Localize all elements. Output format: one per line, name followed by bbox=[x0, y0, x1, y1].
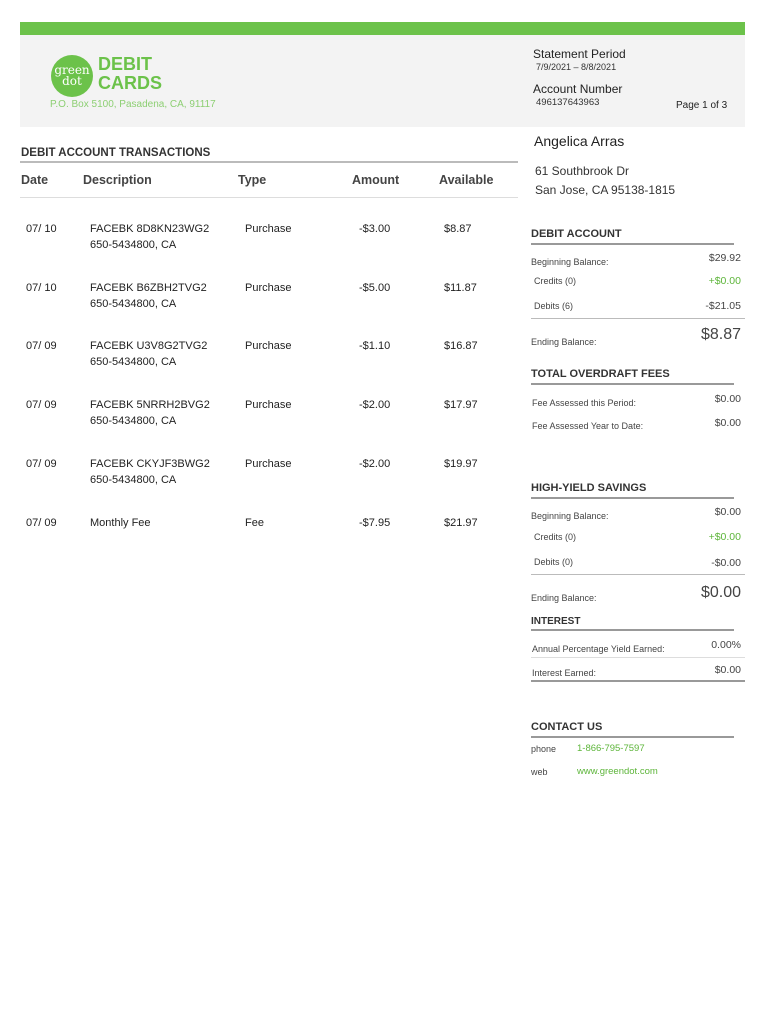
greendot-logo bbox=[51, 55, 93, 97]
table-row bbox=[0, 399, 520, 439]
overdraft-title: TOTAL OVERDRAFT FEES bbox=[531, 368, 670, 380]
table-row bbox=[0, 458, 520, 498]
savings-credits-value: +$0.00 bbox=[708, 531, 741, 543]
contact-rule bbox=[531, 736, 734, 738]
interest-earned-value: $0.00 bbox=[714, 664, 741, 676]
savings-credits-label: Credits (0) bbox=[534, 532, 577, 542]
tx-date: 07/ 09 bbox=[26, 399, 57, 411]
table-row bbox=[0, 282, 520, 322]
transactions-title: DEBIT ACCOUNT TRANSACTIONS bbox=[21, 147, 211, 159]
interest-rule bbox=[531, 629, 734, 631]
contact-title: CONTACT US bbox=[531, 721, 603, 733]
customer-name: Angelica Arras bbox=[534, 133, 625, 149]
tx-description-location: 650-5434800, CA bbox=[90, 474, 177, 486]
debit-credits-value: +$0.00 bbox=[708, 275, 741, 287]
debit-ending-rule bbox=[531, 318, 745, 319]
brand-name bbox=[98, 55, 162, 93]
logo-text-bottom: dot bbox=[62, 74, 82, 88]
savings-ending-label: Ending Balance: bbox=[531, 593, 597, 603]
statement-header bbox=[20, 35, 745, 127]
page-indicator: Page 1 of 3 bbox=[676, 100, 728, 111]
interest-bottom-rule bbox=[531, 680, 745, 682]
tx-type: Fee bbox=[245, 517, 264, 529]
column-header-date: Date bbox=[21, 173, 49, 187]
customer-address-line-2: San Jose, CA 95138-1815 bbox=[535, 183, 676, 197]
brand-line-2: CARDS bbox=[98, 73, 163, 93]
interest-title: INTEREST bbox=[531, 616, 581, 627]
tx-amount: -$2.00 bbox=[359, 399, 391, 411]
debit-ending-label: Ending Balance: bbox=[531, 337, 597, 347]
tx-description: FACEBK U3V8G2TVG2 bbox=[90, 340, 208, 352]
debit-beginning-value: $29.92 bbox=[708, 252, 741, 264]
column-header-description: Description bbox=[83, 173, 152, 187]
tx-type: Purchase bbox=[245, 282, 292, 294]
table-row bbox=[0, 517, 520, 557]
interest-apy-value: 0.00% bbox=[711, 639, 741, 651]
brand-line-1: DEBIT bbox=[98, 54, 152, 74]
tx-description-location: 650-5434800, CA bbox=[90, 239, 177, 251]
tx-description: FACEBK CKYJF3BWG2 bbox=[90, 458, 210, 470]
tx-date: 07/ 10 bbox=[26, 223, 57, 235]
overdraft-rule bbox=[531, 383, 734, 385]
table-row bbox=[0, 223, 520, 263]
tx-description: FACEBK 5NRRH2BVG2 bbox=[90, 399, 210, 411]
tx-date: 07/ 09 bbox=[26, 517, 57, 529]
tx-type: Purchase bbox=[245, 340, 292, 352]
debit-credits-label: Credits (0) bbox=[534, 276, 577, 286]
savings-ending-rule bbox=[531, 574, 745, 575]
tx-type: Purchase bbox=[245, 458, 292, 470]
tx-description-location: 650-5434800, CA bbox=[90, 298, 177, 310]
savings-rule bbox=[531, 497, 734, 499]
overdraft-ytd-label: Fee Assessed Year to Date: bbox=[532, 421, 644, 431]
tx-type: Purchase bbox=[245, 223, 292, 235]
savings-beginning-value: $0.00 bbox=[714, 506, 741, 518]
tx-amount: -$3.00 bbox=[359, 223, 391, 235]
interest-earned-label: Interest Earned: bbox=[532, 668, 597, 678]
tx-available: $19.97 bbox=[444, 458, 478, 470]
tx-amount: -$7.95 bbox=[359, 517, 391, 529]
tx-amount: -$1.10 bbox=[359, 340, 391, 352]
tx-description: FACEBK 8D8KN23WG2 bbox=[90, 223, 210, 235]
logo-text-top: green bbox=[54, 63, 90, 77]
contact-phone-link[interactable]: 1-866-795-7597 bbox=[577, 743, 645, 754]
savings-debits-value: -$0.00 bbox=[711, 557, 741, 569]
debit-ending-value: $8.87 bbox=[700, 326, 741, 343]
tx-available: $11.87 bbox=[444, 282, 477, 294]
tx-available: $17.97 bbox=[444, 399, 478, 411]
tx-date: 07/ 09 bbox=[26, 340, 57, 352]
account-number-value: 496137643963 bbox=[536, 97, 600, 108]
tx-amount: -$2.00 bbox=[359, 458, 391, 470]
company-address: P.O. Box 5100, Pasadena, CA, 91117 bbox=[50, 99, 216, 110]
statement-period-label: Statement Period bbox=[533, 47, 626, 61]
column-header-type: Type bbox=[238, 173, 267, 187]
tx-date: 07/ 10 bbox=[26, 282, 57, 294]
column-header-rule bbox=[20, 197, 518, 198]
tx-available: $16.87 bbox=[444, 340, 478, 352]
overdraft-ytd-value: $0.00 bbox=[714, 417, 741, 429]
tx-type: Purchase bbox=[245, 399, 292, 411]
transactions-title-rule bbox=[20, 161, 518, 163]
contact-phone-label: phone bbox=[531, 744, 557, 754]
overdraft-period-label: Fee Assessed this Period: bbox=[532, 398, 637, 408]
account-number-label: Account Number bbox=[533, 82, 623, 96]
debit-account-rule bbox=[531, 243, 734, 245]
debit-debits-label: Debits (6) bbox=[534, 301, 574, 311]
column-header-available: Available bbox=[439, 173, 494, 187]
column-header-amount: Amount bbox=[352, 173, 400, 187]
table-row bbox=[0, 340, 520, 380]
overdraft-period-value: $0.00 bbox=[714, 393, 741, 405]
tx-description: FACEBK B6ZBH2TVG2 bbox=[90, 282, 207, 294]
tx-available: $8.87 bbox=[444, 223, 472, 235]
top-accent-bar bbox=[20, 22, 745, 35]
savings-debits-label: Debits (0) bbox=[534, 557, 574, 567]
debit-beginning-label: Beginning Balance: bbox=[531, 257, 609, 267]
tx-description-location: 650-5434800, CA bbox=[90, 356, 177, 368]
savings-title: HIGH-YIELD SAVINGS bbox=[531, 482, 647, 494]
debit-account-title: DEBIT ACCOUNT bbox=[531, 228, 622, 240]
statement-period-value: 7/9/2021 – 8/8/2021 bbox=[536, 62, 617, 72]
interest-apy-label: Annual Percentage Yield Earned: bbox=[532, 644, 665, 654]
tx-description-location: 650-5434800, CA bbox=[90, 415, 177, 427]
debit-debits-value: -$21.05 bbox=[705, 300, 741, 312]
interest-divider bbox=[531, 657, 745, 658]
customer-address-line-1: 61 Southbrook Dr bbox=[535, 164, 630, 178]
tx-available: $21.97 bbox=[444, 517, 478, 529]
contact-web-label: web bbox=[531, 767, 548, 777]
tx-amount: -$5.00 bbox=[359, 282, 391, 294]
savings-ending-value: $0.00 bbox=[700, 584, 741, 601]
tx-date: 07/ 09 bbox=[26, 458, 57, 470]
savings-beginning-label: Beginning Balance: bbox=[531, 511, 609, 521]
contact-web-link[interactable]: www.greendot.com bbox=[577, 766, 658, 777]
tx-description: Monthly Fee bbox=[90, 517, 151, 529]
